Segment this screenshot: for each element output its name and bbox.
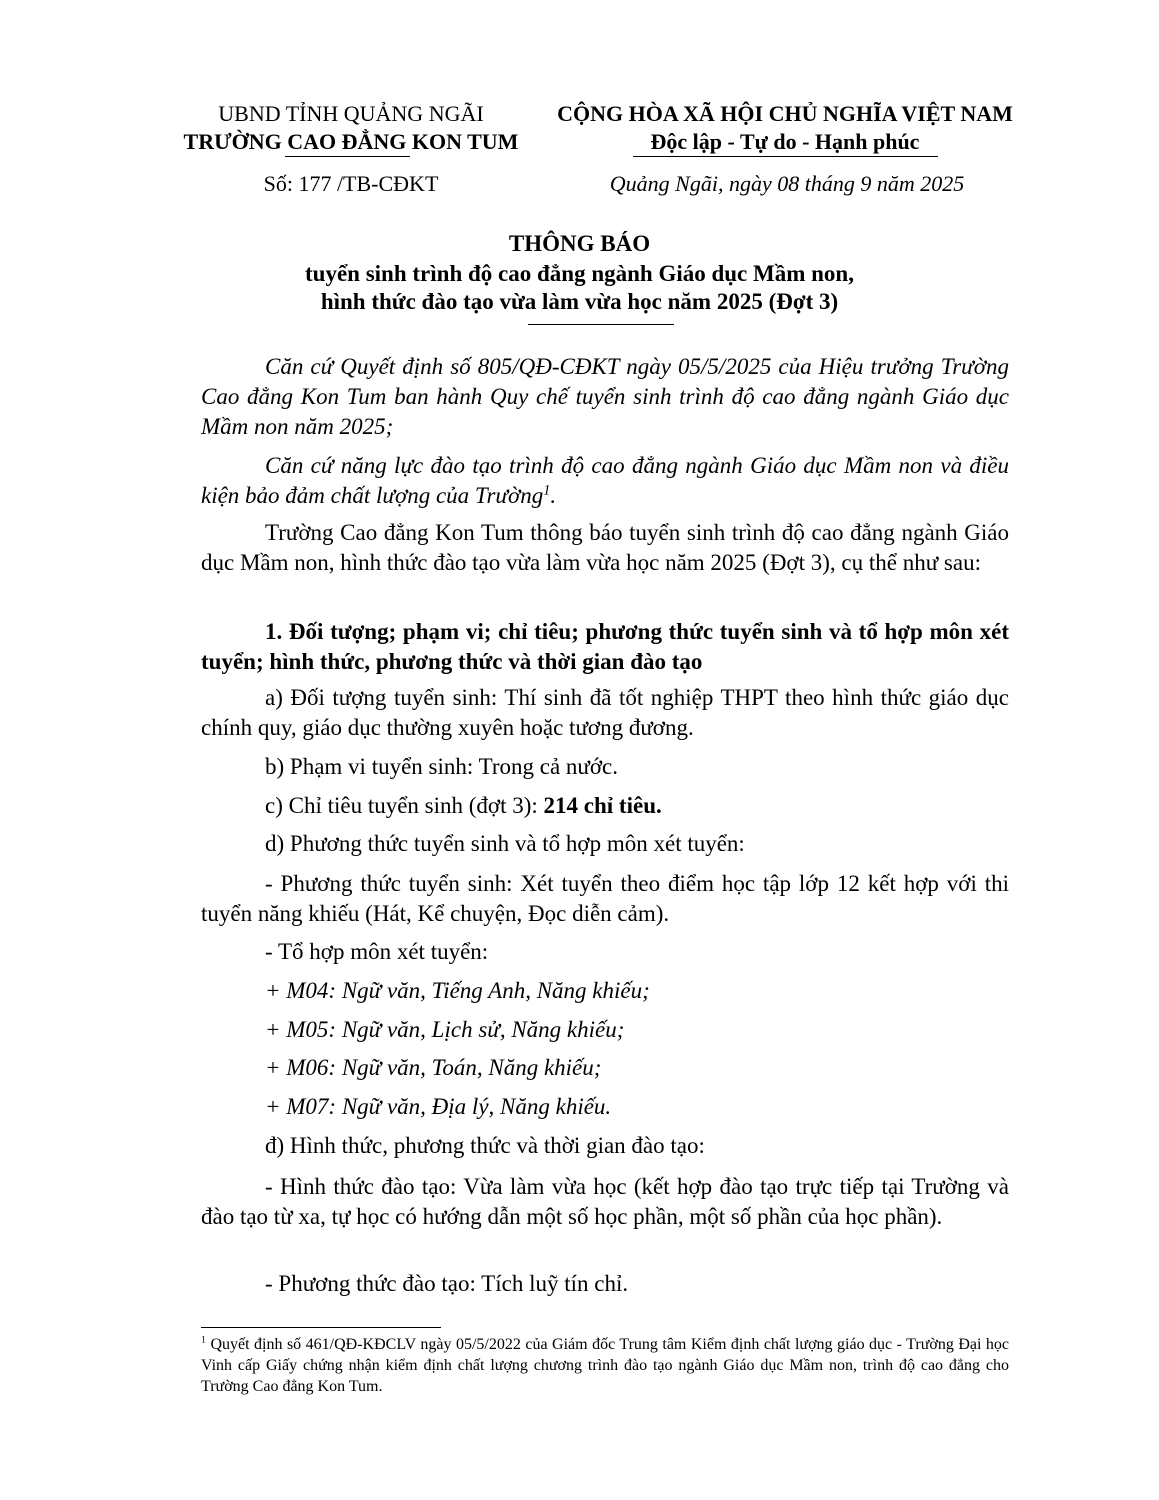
motto-underline [633, 156, 938, 157]
document-subtitle-line1: tuyển sinh trình độ cao đẳng ngành Giáo dục Mầm non, [305, 261, 854, 286]
footnote [201, 1334, 1009, 1397]
combo-m06: + M06: Ngữ văn, Toán, Năng khiếu; [265, 1055, 602, 1080]
national-motto: Độc lập - Tự do - Hạnh phúc [650, 129, 920, 154]
combo-m04: + M04: Ngữ văn, Tiếng Anh, Năng khiếu; [265, 978, 650, 1003]
combo-m07: + M07: Ngữ văn, Địa lý, Năng khiếu. [265, 1094, 612, 1119]
section-1-heading: 1. Đối tượng; phạm vi; chỉ tiêu; phương thức tuyển sinh và tổ hợp môn xét tuyển; hình thức, phương thức và thời gian đào tạo [201, 619, 1009, 674]
training-mode: - Phương thức đào tạo: Tích luỹ tín chỉ. [265, 1271, 629, 1296]
legal-basis-2 [201, 451, 1009, 511]
title-underline [528, 324, 674, 325]
school-underline [285, 156, 410, 157]
footnote-separator [201, 1327, 441, 1328]
document-title: THÔNG BÁO [508, 231, 651, 256]
footnote-ref: 1 [543, 482, 551, 499]
national-title: CỘNG HÒA XÃ HỘI CHỦ NGHĨA VIỆT NAM [557, 101, 1013, 126]
admission-method: - Phương thức tuyển sinh: Xét tuyển theo điểm học tập lớp 12 kết hợp với thi tuyển năng khiếu (Hát, Kể chuyện, Đọc diễn cảm). [201, 871, 1009, 926]
item-c-value: 214 chỉ tiêu. [543, 793, 662, 818]
document-subtitle-line2: hình thức đào tạo vừa làm vừa học năm 2025 (Đợt 3) [320, 289, 839, 314]
combo-m05: + M05: Ngữ văn, Lịch sử, Năng khiếu; [265, 1017, 625, 1042]
item-a: a) Đối tượng tuyển sinh: Thí sinh đã tốt nghiệp THPT theo hình thức giáo dục chính quy, giáo dục thường xuyên hoặc tương đương. [201, 685, 1009, 740]
place-date: Quảng Ngãi, ngày 08 tháng 9 năm 2025 [609, 171, 965, 196]
footnote-text: Quyết định số 461/QĐ-KĐCLV ngày 05/5/2022 của Giám đốc Trung tâm Kiểm định chất lượng giáo dục - Trường Đại học Vinh cấp Giấy chứng nhận kiểm định chất lượng chương trình đào tạo ngành Giáo dục Mầm non, trình độ cao đẳng cho Trường Cao đẳng Kon Tum. [201, 1336, 1009, 1395]
legal-basis-1: Căn cứ Quyết định số 805/QĐ-CĐKT ngày 05/5/2025 của Hiệu trưởng Trường Cao đẳng Kon Tum ban hành Quy chế tuyển sinh trình độ cao đẳng ngành Giáo dục Mầm non năm 2025; [201, 354, 1009, 439]
document-number: Số: 177 /TB-CĐKT [263, 171, 439, 196]
subject-combos-label: - Tổ hợp môn xét tuyển: [265, 939, 489, 964]
footnote-mark: 1 [201, 1334, 206, 1346]
issuing-school: TRƯỜNG CAO ĐẲNG KON TUM [183, 129, 519, 154]
item-c [265, 791, 662, 821]
item-d: d) Phương thức tuyển sinh và tổ hợp môn xét tuyển: [265, 831, 745, 856]
issuing-authority: UBND TỈNH QUẢNG NGÃI [218, 101, 484, 126]
legal-basis-2-text: Căn cứ năng lực đào tạo trình độ cao đẳng ngành Giáo dục Mầm non và điều kiện bảo đảm chất lượng của Trường [201, 453, 1009, 508]
training-form: - Hình thức đào tạo: Vừa làm vừa học (kết hợp đào tạo trực tiếp tại Trường và đào tạo từ xa, tự học có hướng dẫn một số học phần, một số phần của học phần). [201, 1174, 1009, 1229]
intro-paragraph: Trường Cao đẳng Kon Tum thông báo tuyển sinh trình độ cao đẳng ngành Giáo dục Mầm non, hình thức đào tạo vừa làm vừa học năm 2025 (Đợt 3), cụ thể như sau: [201, 520, 1009, 575]
item-c-label: c) Chỉ tiêu tuyển sinh (đợt 3): [265, 793, 544, 818]
item-b: b) Phạm vi tuyển sinh: Trong cả nước. [265, 754, 619, 779]
item-dd: đ) Hình thức, phương thức và thời gian đào tạo: [265, 1133, 705, 1158]
legal-basis-2-end: . [550, 483, 557, 508]
